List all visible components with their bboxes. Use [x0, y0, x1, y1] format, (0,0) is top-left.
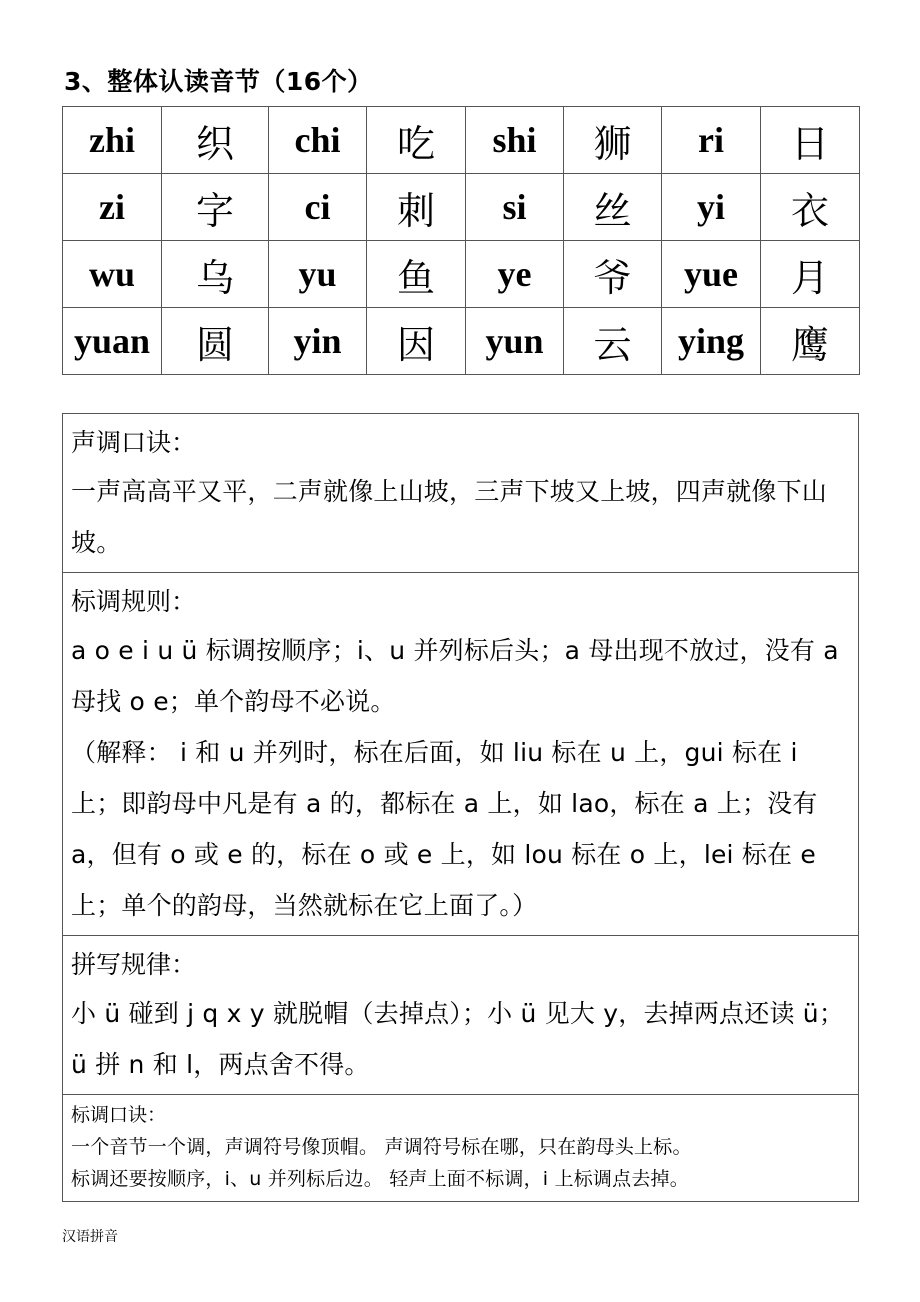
table-row	[63, 174, 860, 241]
hanzi-cell: 狮	[564, 107, 662, 174]
hanzi-cell: 乌	[162, 241, 269, 308]
spelling-rules-section	[63, 935, 858, 1094]
pinyin-cell: shi	[466, 107, 564, 174]
page-footer: 汉语拼音	[62, 1229, 118, 1245]
section-body: 小 ü 碰到 j q x y 就脱帽（去掉点）；小 ü 见大 y，去掉两点还读 ü；ü 拼 n 和 l，两点舍不得。	[71, 999, 845, 1079]
hanzi-cell: 日	[761, 107, 860, 174]
section-body: 一声高高平又平，二声就像上山坡，三声下坡又上坡，四声就像下山坡。	[71, 477, 828, 557]
hanzi-cell: 云	[564, 308, 662, 375]
hanzi-cell: 圆	[162, 308, 269, 375]
hanzi-cell: 吃	[367, 107, 466, 174]
marking-rules-section	[63, 572, 858, 935]
hanzi-cell: 衣	[761, 174, 860, 241]
tone-verse-section	[63, 414, 858, 572]
pinyin-cell: yuan	[63, 308, 162, 375]
pinyin-cell: ri	[662, 107, 761, 174]
pinyin-cell: yin	[269, 308, 367, 375]
table-row	[63, 107, 860, 174]
pinyin-cell: ye	[466, 241, 564, 308]
pinyin-cell: wu	[63, 241, 162, 308]
section-heading: 3、整体认读音节（16个）	[64, 67, 373, 96]
marking-verse-section	[63, 1094, 858, 1201]
pinyin-cell: si	[466, 174, 564, 241]
hanzi-cell: 刺	[367, 174, 466, 241]
section-body: a o e i u ü 标调按顺序；i、u 并列标后头；a 母出现不放过，没有 a 母找 o e；单个韵母不必说。	[71, 636, 839, 716]
hanzi-cell: 织	[162, 107, 269, 174]
table-row	[63, 308, 860, 375]
pinyin-cell: yun	[466, 308, 564, 375]
hanzi-cell: 鹰	[761, 308, 860, 375]
hanzi-cell: 月	[761, 241, 860, 308]
hanzi-cell: 鱼	[367, 241, 466, 308]
explanation-text: （解释： i 和 u 并列时，标在后面，如 liu 标在 u 上，gui 标在 i 上；即韵母中凡是有 a 的，都标在 a 上，如 lao，标在 a 上；没有 a，但有 o 或 e 的，标在 o 或 e 上，如 lou 标在 o 上，lei 标在 e 上；单个的韵母，当然就标在它上面了。）	[71, 738, 818, 920]
hanzi-cell: 因	[367, 308, 466, 375]
verse-line: 一个音节一个调，声调符号像顶帽。 声调符号标在哪，只在韵母头上标。	[71, 1136, 692, 1158]
verse-line: 标调还要按顺序，i、u 并列标后边。 轻声上面不标调，i 上标调点去掉。	[71, 1168, 689, 1190]
pinyin-cell: yi	[662, 174, 761, 241]
pinyin-cell: chi	[269, 107, 367, 174]
pinyin-cell: ying	[662, 308, 761, 375]
section-title: 标调规则：	[71, 587, 197, 616]
section-title: 标调口诀：	[71, 1104, 167, 1126]
table-row	[63, 241, 860, 308]
syllable-table	[62, 106, 860, 375]
section-title: 拼写规律：	[71, 950, 197, 979]
pinyin-cell: zhi	[63, 107, 162, 174]
section-title: 声调口诀：	[71, 428, 197, 457]
pinyin-cell: zi	[63, 174, 162, 241]
pinyin-cell: yu	[269, 241, 367, 308]
rules-box	[62, 413, 859, 1202]
hanzi-cell: 丝	[564, 174, 662, 241]
pinyin-cell: yue	[662, 241, 761, 308]
hanzi-cell: 字	[162, 174, 269, 241]
hanzi-cell: 爷	[564, 241, 662, 308]
pinyin-cell: ci	[269, 174, 367, 241]
